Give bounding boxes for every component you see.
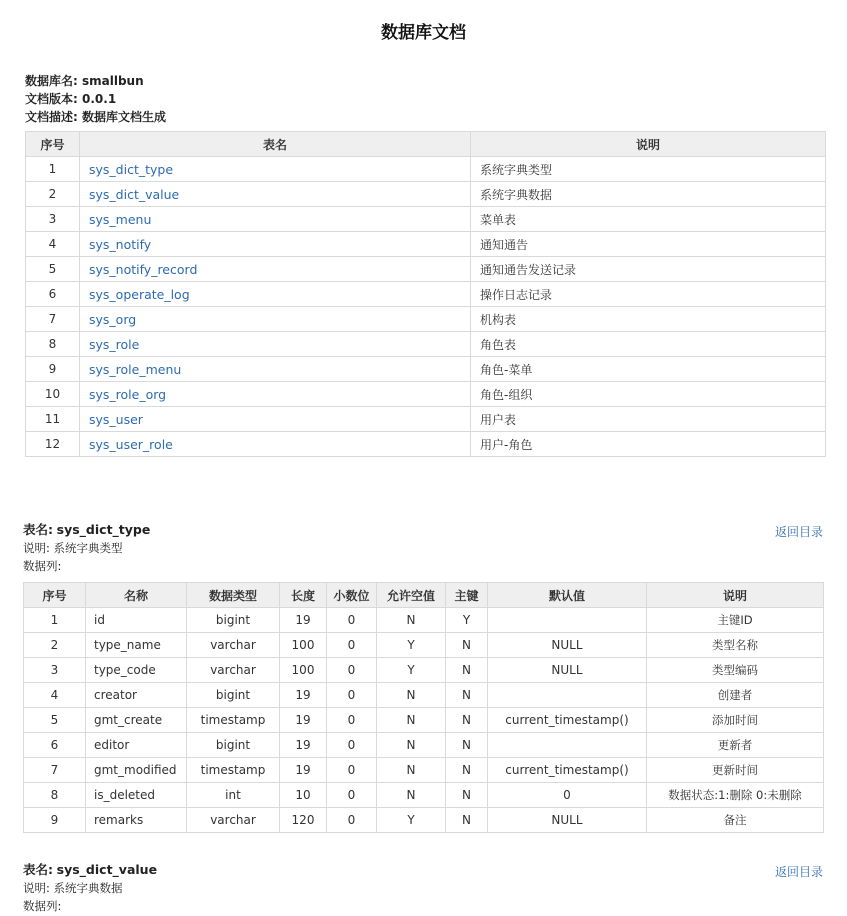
- col-length: 10: [280, 783, 327, 808]
- col-nullable: N: [377, 733, 446, 758]
- col-index: 8: [24, 783, 86, 808]
- toc-row-index: 11: [26, 407, 80, 432]
- col-primary-key: Y: [446, 608, 488, 633]
- column-row: [24, 708, 824, 733]
- toc-row-name-cell: [80, 382, 471, 407]
- table-section-sys-dict-value: [23, 861, 823, 915]
- columns-table: [23, 582, 824, 833]
- column-row: [24, 808, 824, 833]
- col-decimals: 0: [327, 783, 377, 808]
- col-name: creator: [86, 683, 187, 708]
- toc-row: [26, 382, 826, 407]
- col-index: 9: [24, 808, 86, 833]
- col-decimals: 0: [327, 758, 377, 783]
- version-value: 0.0.1: [82, 92, 117, 106]
- column-row: [24, 608, 824, 633]
- toc-header-row: [26, 132, 826, 157]
- col-header-index: 序号: [24, 583, 86, 608]
- col-decimals: 0: [327, 708, 377, 733]
- db-name-label: 数据库名:: [25, 74, 78, 88]
- col-primary-key: N: [446, 733, 488, 758]
- table-link[interactable]: sys_role_menu: [89, 361, 182, 377]
- col-primary-key: N: [446, 783, 488, 808]
- col-type: timestamp: [187, 758, 280, 783]
- col-index: 6: [24, 733, 86, 758]
- col-header-nullable: 允许空值: [377, 583, 446, 608]
- toc-row-index: 4: [26, 232, 80, 257]
- col-decimals: 0: [327, 608, 377, 633]
- col-decimals: 0: [327, 733, 377, 758]
- toc-row-name-cell: [80, 232, 471, 257]
- db-meta: [25, 72, 166, 126]
- col-header-primary-key: 主键: [446, 583, 488, 608]
- col-length: 19: [280, 708, 327, 733]
- table-link[interactable]: sys_role: [89, 336, 140, 352]
- toc-row: [26, 207, 826, 232]
- version-label: 文档版本:: [25, 92, 78, 106]
- col-type: varchar: [187, 808, 280, 833]
- toc-row-index: 3: [26, 207, 80, 232]
- col-name: editor: [86, 733, 187, 758]
- toc-row-description: 机构表: [471, 307, 826, 332]
- toc-row-description: 菜单表: [471, 207, 826, 232]
- col-type: timestamp: [187, 708, 280, 733]
- toc-row-description: 角色表: [471, 332, 826, 357]
- col-header-decimals: 小数位: [327, 583, 377, 608]
- col-default: NULL: [488, 633, 647, 658]
- toc-row-description: 用户表: [471, 407, 826, 432]
- toc-row-name-cell: [80, 282, 471, 307]
- toc-row-name-cell: [80, 407, 471, 432]
- table-link[interactable]: sys_operate_log: [89, 286, 190, 302]
- col-default: current_timestamp(): [488, 758, 647, 783]
- toc-row-index: 1: [26, 157, 80, 182]
- toc-row-description: 操作日志记录: [471, 282, 826, 307]
- col-name: type_name: [86, 633, 187, 658]
- col-header-type: 数据类型: [187, 583, 280, 608]
- columns-header-row: [24, 583, 824, 608]
- columns-label: 数据列:: [23, 559, 62, 573]
- col-primary-key: N: [446, 683, 488, 708]
- col-length: 100: [280, 658, 327, 683]
- toc-row-description: 通知通告发送记录: [471, 257, 826, 282]
- toc-row: [26, 432, 826, 457]
- col-nullable: Y: [377, 658, 446, 683]
- toc-row-name-cell: [80, 257, 471, 282]
- col-primary-key: N: [446, 708, 488, 733]
- col-nullable: N: [377, 683, 446, 708]
- col-index: 3: [24, 658, 86, 683]
- col-nullable: N: [377, 758, 446, 783]
- table-name-value: sys_dict_value: [56, 862, 158, 877]
- col-decimals: 0: [327, 658, 377, 683]
- toc-row-description: 系统字典类型: [471, 157, 826, 182]
- doc-desc-value: 数据库文档生成: [82, 110, 167, 124]
- col-header-name: 名称: [86, 583, 187, 608]
- col-length: 19: [280, 733, 327, 758]
- col-description: 主键ID: [647, 608, 824, 633]
- col-index: 7: [24, 758, 86, 783]
- toc-row-index: 5: [26, 257, 80, 282]
- col-description: 更新时间: [647, 758, 824, 783]
- back-to-toc-link[interactable]: 返回目录: [774, 525, 823, 539]
- col-name: gmt_create: [86, 708, 187, 733]
- col-name: is_deleted: [86, 783, 187, 808]
- col-decimals: 0: [327, 683, 377, 708]
- page-title: 数据库文档: [381, 23, 466, 43]
- toc-row-name-cell: [80, 332, 471, 357]
- col-nullable: N: [377, 783, 446, 808]
- col-nullable: Y: [377, 633, 446, 658]
- toc-row-name-cell: [80, 157, 471, 182]
- col-default: NULL: [488, 658, 647, 683]
- col-header-length: 长度: [280, 583, 327, 608]
- col-name: type_code: [86, 658, 187, 683]
- col-type: bigint: [187, 608, 280, 633]
- toc-row-description: 角色-菜单: [471, 357, 826, 382]
- col-default: [488, 683, 647, 708]
- toc-row-name-cell: [80, 307, 471, 332]
- column-row: [24, 633, 824, 658]
- col-header-description: 说明: [647, 583, 824, 608]
- col-default: [488, 733, 647, 758]
- toc-row-index: 9: [26, 357, 80, 382]
- table-link[interactable]: sys_user: [89, 411, 143, 427]
- toc-row-description: 系统字典数据: [471, 182, 826, 207]
- col-description: 创建者: [647, 683, 824, 708]
- table-link[interactable]: sys_org: [89, 311, 137, 327]
- toc-row-name-cell: [80, 357, 471, 382]
- table-link[interactable]: sys_menu: [89, 211, 152, 227]
- col-nullable: N: [377, 608, 446, 633]
- toc-row: [26, 182, 826, 207]
- table-link[interactable]: sys_dict_type: [89, 161, 174, 177]
- toc-row-index: 8: [26, 332, 80, 357]
- col-primary-key: N: [446, 808, 488, 833]
- column-row: [24, 733, 824, 758]
- col-decimals: 0: [327, 633, 377, 658]
- toc-table: [25, 131, 826, 457]
- toc-row: [26, 257, 826, 282]
- col-index: 5: [24, 708, 86, 733]
- col-length: 100: [280, 633, 327, 658]
- toc-row-index: 6: [26, 282, 80, 307]
- col-name: gmt_modified: [86, 758, 187, 783]
- col-header-default: 默认值: [488, 583, 647, 608]
- toc-row-name-cell: [80, 207, 471, 232]
- toc-row-description: 角色-组织: [471, 382, 826, 407]
- col-description: 更新者: [647, 733, 824, 758]
- db-name-value: smallbun: [82, 74, 144, 88]
- toc-row-index: 12: [26, 432, 80, 457]
- toc-header-description: 说明: [471, 132, 826, 157]
- back-to-toc-link[interactable]: 返回目录: [774, 865, 823, 879]
- col-name: remarks: [86, 808, 187, 833]
- col-default: NULL: [488, 808, 647, 833]
- table-link[interactable]: sys_user_role: [89, 436, 173, 452]
- table-section-sys-dict-type: [23, 521, 823, 575]
- col-name: id: [86, 608, 187, 633]
- columns-label: 数据列:: [23, 899, 62, 913]
- col-index: 1: [24, 608, 86, 633]
- toc-row: [26, 232, 826, 257]
- table-desc-label: 说明:: [23, 881, 50, 895]
- column-row: [24, 758, 824, 783]
- col-decimals: 0: [327, 808, 377, 833]
- toc-row: [26, 332, 826, 357]
- column-row: [24, 683, 824, 708]
- column-row: [24, 783, 824, 808]
- column-row: [24, 658, 824, 683]
- table-desc-value: 系统字典数据: [53, 881, 123, 895]
- col-description: 添加时间: [647, 708, 824, 733]
- col-default: current_timestamp(): [488, 708, 647, 733]
- col-type: int: [187, 783, 280, 808]
- col-type: varchar: [187, 658, 280, 683]
- col-type: bigint: [187, 733, 280, 758]
- col-primary-key: N: [446, 633, 488, 658]
- col-description: 类型编码: [647, 658, 824, 683]
- toc-row-name-cell: [80, 182, 471, 207]
- col-length: 120: [280, 808, 327, 833]
- toc-row: [26, 407, 826, 432]
- col-default: 0: [488, 783, 647, 808]
- col-description: 备注: [647, 808, 824, 833]
- toc-row: [26, 282, 826, 307]
- col-primary-key: N: [446, 758, 488, 783]
- table-link[interactable]: sys_role_org: [89, 386, 167, 402]
- col-type: bigint: [187, 683, 280, 708]
- toc-header-index: 序号: [26, 132, 80, 157]
- table-link[interactable]: sys_notify: [89, 236, 152, 252]
- col-description: 类型名称: [647, 633, 824, 658]
- toc-row: [26, 157, 826, 182]
- col-length: 19: [280, 758, 327, 783]
- table-link[interactable]: sys_notify_record: [89, 261, 198, 277]
- toc-row-index: 10: [26, 382, 80, 407]
- table-desc-value: 系统字典类型: [53, 541, 123, 555]
- col-index: 2: [24, 633, 86, 658]
- toc-header-table-name: 表名: [80, 132, 471, 157]
- toc-row-index: 2: [26, 182, 80, 207]
- col-primary-key: N: [446, 658, 488, 683]
- col-length: 19: [280, 608, 327, 633]
- toc-row-index: 7: [26, 307, 80, 332]
- col-default: [488, 608, 647, 633]
- table-desc-label: 说明:: [23, 541, 50, 555]
- doc-desc-label: 文档描述:: [25, 110, 78, 124]
- col-length: 19: [280, 683, 327, 708]
- toc-row: [26, 357, 826, 382]
- col-index: 4: [24, 683, 86, 708]
- toc-row-description: 用户-角色: [471, 432, 826, 457]
- table-name-value: sys_dict_type: [56, 522, 151, 537]
- col-nullable: Y: [377, 808, 446, 833]
- toc-row: [26, 307, 826, 332]
- toc-row-description: 通知通告: [471, 232, 826, 257]
- col-description: 数据状态:1:删除 0:未删除: [647, 783, 824, 808]
- table-name-label: 表名:: [23, 862, 53, 877]
- toc-row-name-cell: [80, 432, 471, 457]
- col-type: varchar: [187, 633, 280, 658]
- col-nullable: N: [377, 708, 446, 733]
- table-link[interactable]: sys_dict_value: [89, 186, 180, 202]
- table-name-label: 表名:: [23, 522, 53, 537]
